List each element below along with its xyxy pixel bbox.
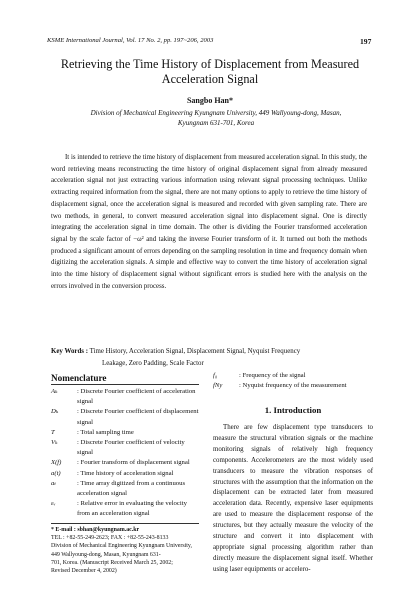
nomenclature-definition: : Nyquist frequency of the measurement <box>239 382 347 390</box>
footnote <box>51 526 201 575</box>
title-line-2: Acceleration Signal <box>161 71 259 86</box>
nomenclature-definition: : Time history of acceleration signal <box>77 469 174 477</box>
nomenclature-item <box>51 458 201 468</box>
nomenclature-list-continued <box>213 371 373 392</box>
nomenclature-symbol: aₜ <box>51 479 56 487</box>
nomenclature-definition: : Total sampling time <box>77 428 134 436</box>
nomenclature-definition: : Discrete Fourier coefficient of acceleration signal <box>77 388 196 406</box>
keywords-label: Key Words : <box>51 348 89 355</box>
abstract: It is intended to retrieve the time history of displacement from measured acceleration signal. In this study, the word retrieving means reconstructing the time history of original displacement signal from already measured acceleration signal not just extracting various information using relevant signal processing techniques. Unlike extracting required information from the signal, there are not many options to apply to retrieve the time history of displacement signal, once the acceleration signal is measured and recorded with given sampling rate. There are two methods, in general, to convert measured acceleration signal into displacement signal. One is directly integrating the acceleration signal in time domain. The other is dividing the Fourier transformed acceleration signal by the scale factor of −ω² and taking the inverse Fourier transform of it. It turned out both the methods produced a significant amount of errors depending on the sampling resolution in time and frequency domain when digitizing the acceleration signals. A simple and effective way to convert the time history of acceleration signal into the time history of displacement signal without significant errors is studied here with the analysis on the errors involved in the conversion process. <box>51 154 367 290</box>
keywords-line-1: Time History, Acceleration Signal, Displacement Signal, Nyquist Frequency <box>89 348 301 355</box>
nomenclature-symbol: Aₖ <box>51 388 58 395</box>
nomenclature-definition: : Discrete Fourier coefficient of displacement signal <box>77 408 199 426</box>
footnote-rule <box>51 523 199 524</box>
footnote-line: TEL : +82-55-249-2623; FAX : +82-55-243-8133 <box>51 535 169 542</box>
nomenclature-symbol: Dₖ <box>51 408 59 416</box>
title-line-1: Retrieving the Time History of Displacement from Measured <box>60 57 360 71</box>
page-number: 197 <box>360 37 372 46</box>
nomenclature-item <box>51 407 201 427</box>
footnote-line: Revised December 4, 2002) <box>51 568 117 575</box>
author-name: Sangbo Han* <box>186 96 234 105</box>
footnote-line: Division of Mechanical Engineering Kyungnam University, 449 Wallyoung-dong, Masan, Kyungnam 631- <box>51 543 192 558</box>
footnote-line: 701, Korea. (Manuscript Received March 25, 2002; <box>51 559 173 566</box>
keywords-line-2: Leakage, Zero Padding, Scale Factor <box>102 359 204 367</box>
running-header: KSME International Journal, Vol. 17 No. 2, pp. 197~206, 2003 <box>47 37 214 44</box>
author-affiliation: Division of Mechanical Engineering Kyungnam University, 449 Wallyoung-dong, Masan, Kyungnam 631-701, Korea <box>90 109 342 127</box>
nomenclature-item <box>213 371 373 381</box>
nomenclature-symbol: Vₖ <box>51 439 58 447</box>
footnote-email: * E-mail : sbhan@kyungnam.ac.kr <box>51 527 140 533</box>
nomenclature-symbol: εᵥ <box>51 500 56 508</box>
introduction-text: There are few displacement type transducers to measure the structural vibration signals or the machine monitoring signals of relatively high frequency components. Accelerometers are the most widely used transducers to measure the vibration responses of structures with the assumption that the information on the displacement can be extracted later from measured acceleration data. Recently, expensive laser equipments are used to measure the displacement response of the structures, but they actually measure the velocity of the structure and convert it into displacement with appropriate signal processing algorithm rather than directly measure the displacement signal itself. Whether using laser equipments or accelero- <box>213 424 373 573</box>
nomenclature-rule <box>51 384 199 385</box>
nomenclature-symbol: T <box>51 428 55 436</box>
nomenclature-definition: : Fourier transform of displacement signal <box>77 459 190 467</box>
nomenclature-definition: : Frequency of the signal <box>239 372 306 379</box>
nomenclature-list <box>51 387 201 520</box>
nomenclature-definition: : Discrete Fourier coefficient of velocity signal <box>77 439 185 457</box>
section-heading: 1. Introduction <box>264 405 322 415</box>
nomenclature-symbol: a(t) <box>51 469 61 477</box>
nomenclature-definition: : Time array digitized from a continuous acceleration signal <box>77 479 186 498</box>
paper-title <box>0 57 420 86</box>
nomenclature-item <box>51 479 201 499</box>
nomenclature-item <box>51 469 201 479</box>
nomenclature-item <box>51 438 201 458</box>
nomenclature-item <box>51 387 201 407</box>
nomenclature-symbol: f₀ <box>213 372 218 379</box>
nomenclature-heading: Nomenclature <box>51 373 107 383</box>
nomenclature-item <box>213 381 373 391</box>
nomenclature-symbol: X(f) <box>51 459 62 467</box>
nomenclature-symbol: fNy <box>213 382 223 390</box>
nomenclature-item <box>51 428 201 438</box>
nomenclature-definition: : Relative error in evaluating the velocity from an acceleration signal <box>77 500 187 518</box>
nomenclature-item <box>51 499 201 519</box>
keywords <box>51 346 367 369</box>
